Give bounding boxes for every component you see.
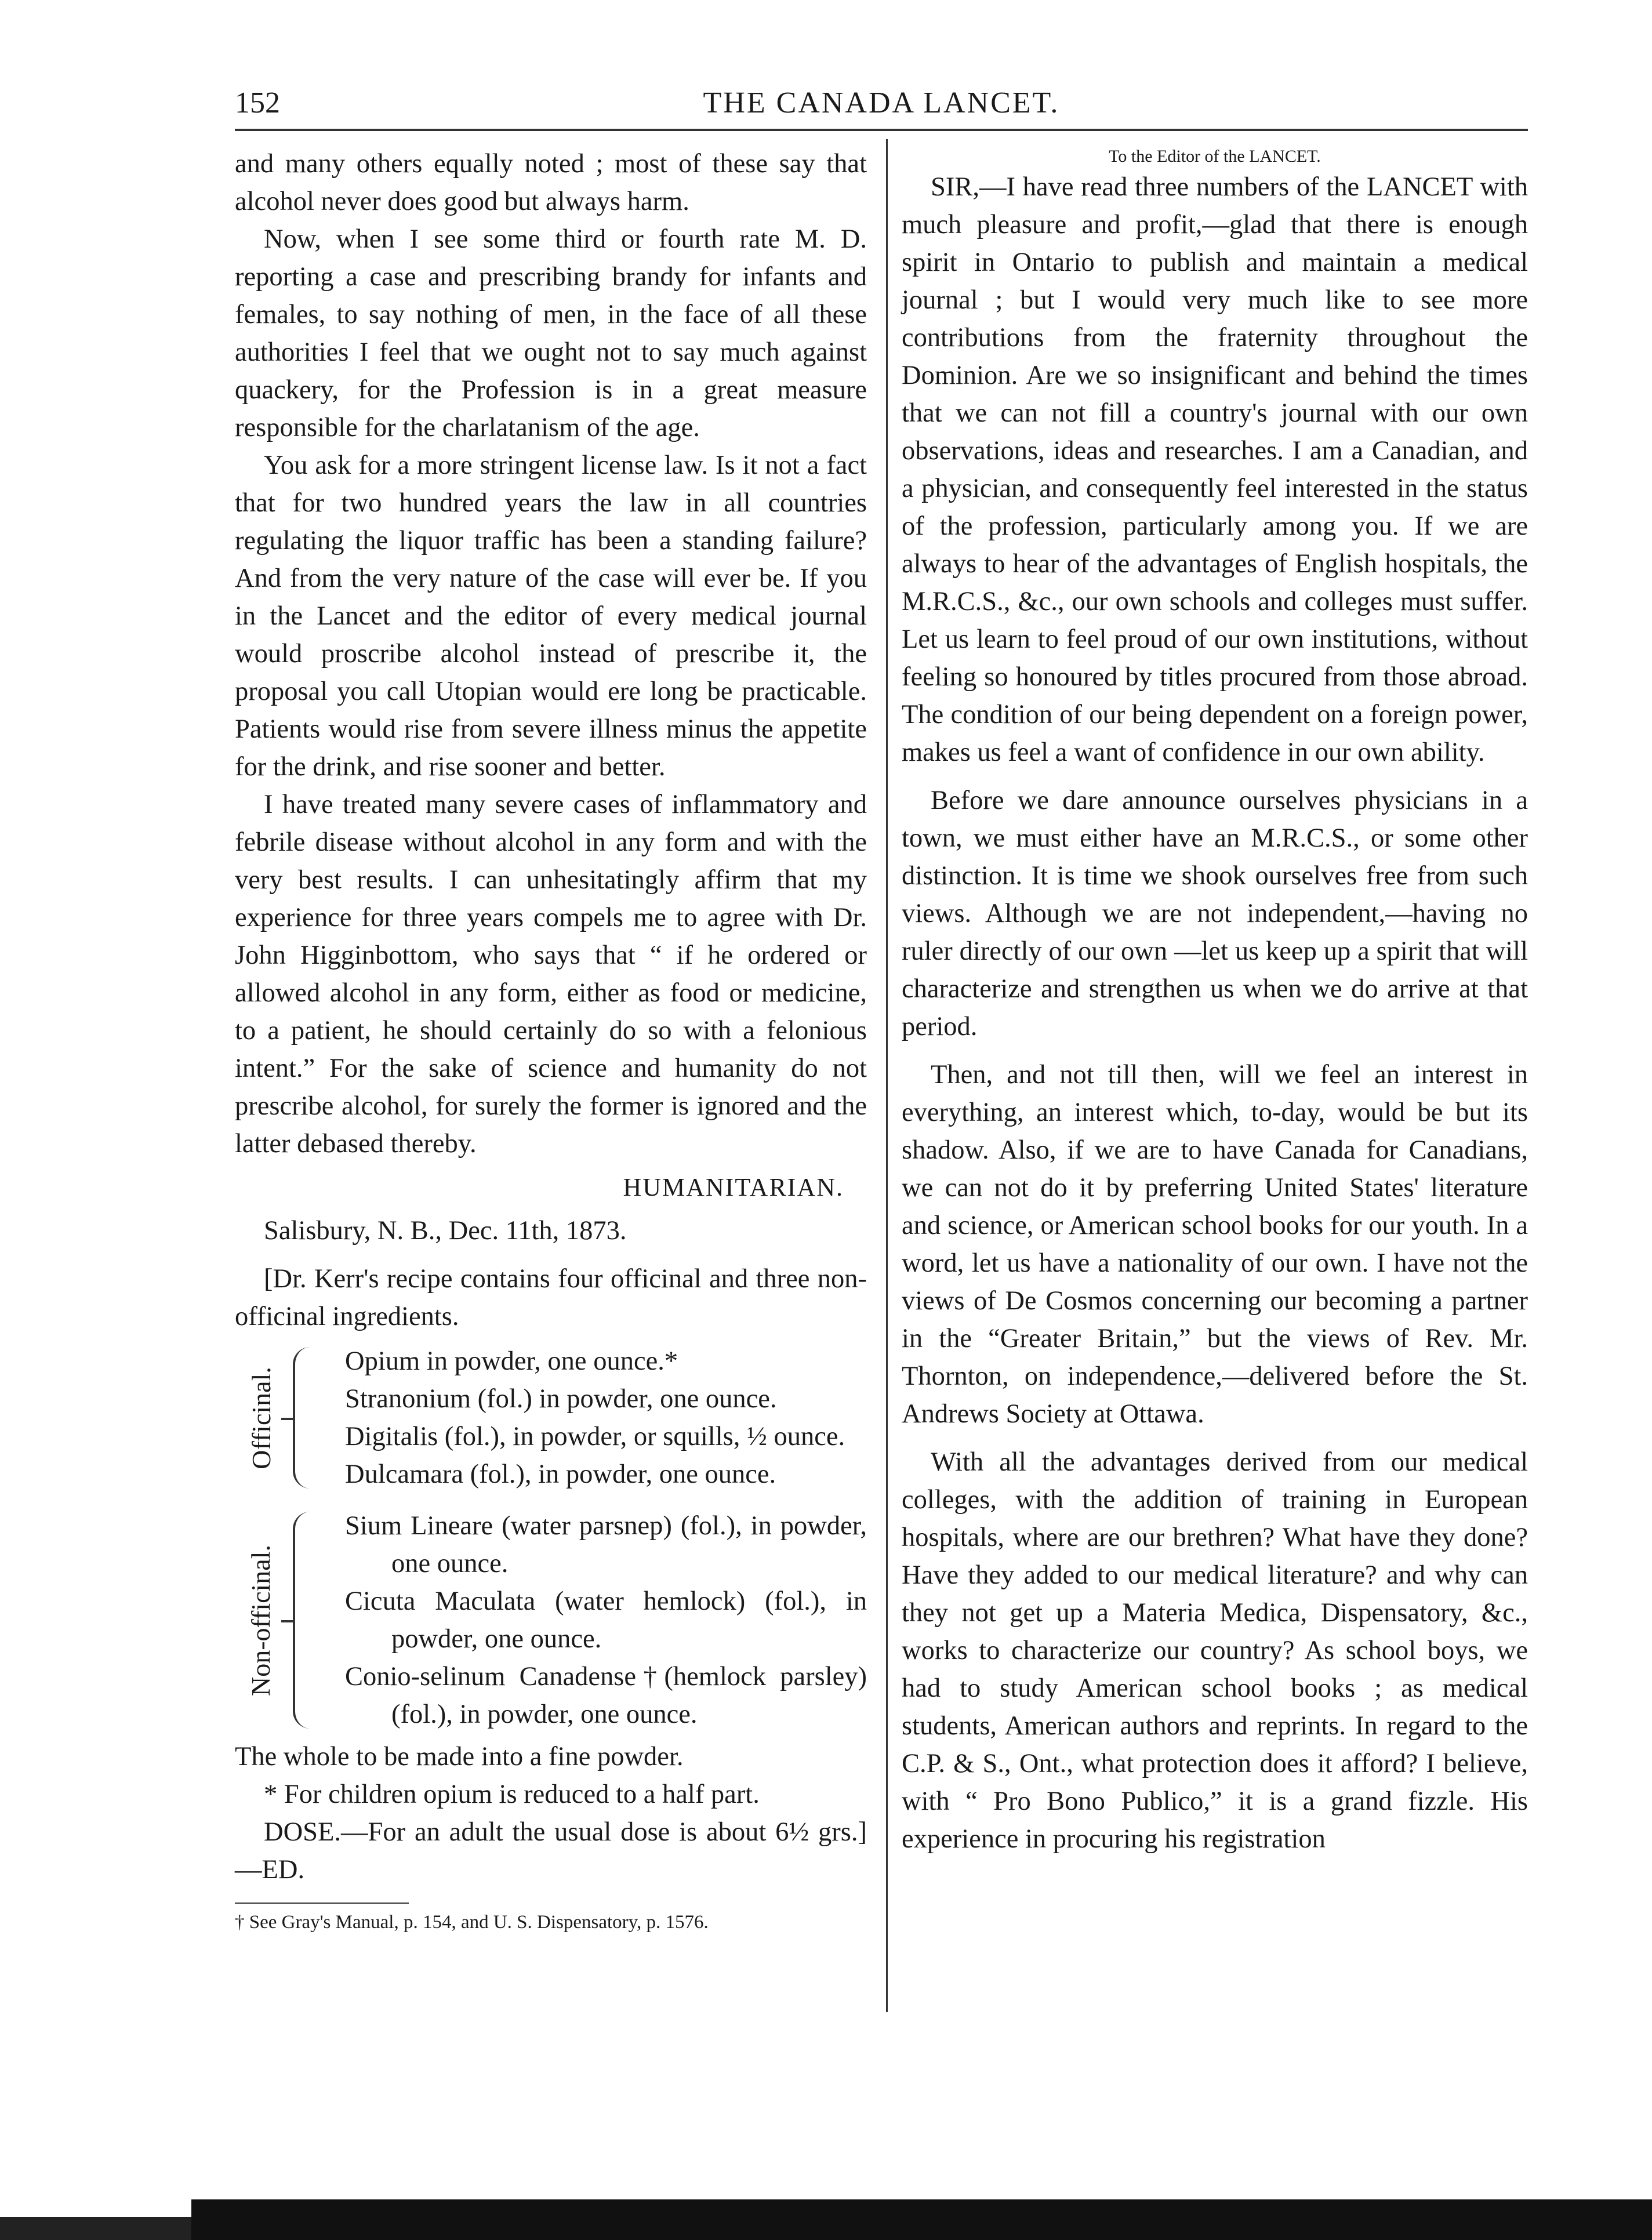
nonofficinal-label: Non-officinal. bbox=[246, 1544, 276, 1696]
brace bbox=[293, 1347, 318, 1489]
scan-band bbox=[191, 2199, 1652, 2240]
list-item: Cicuta Maculata (water hemlock) (fol.), in powder, one ounce. bbox=[345, 1586, 867, 1654]
paragraph: Now, when I see some third or fourth rate M. D. reporting a case and prescribing brandy for infants and females, to say nothing of men, in the face of all these authorities I feel that we ought not to say much against quackery, for the Profession is in a great measure responsible for the charlatanism of the age. bbox=[235, 224, 867, 442]
officinal-group bbox=[235, 1342, 867, 1493]
paragraph: Then, and not till then, will we feel an interest in everything, an interest which, to-day, would be but its shadow. Also, if we are to have Canada for Canadians, we can not do it by preferring United States' literature and science, or American school books for our youth. In a word, let us have a nationality of our own. I have not the views of De Cosmos concerning our becoming a partner in the “Greater Britain,” but the views of Rev. Mr. Thornton, on independence,—delivered before the St. Andrews Society at Ottawa. bbox=[902, 1060, 1528, 1429]
paragraph: Before we dare announce ourselves physicians in a town, we must either have an M.R.C.S., or some other distinction. It is time we shook ourselves free from such views. Although we are not independent,—having no ruler directly of our own —let us keep up a spirit that will characterize and strengthen us when we do arrive at that period. bbox=[902, 786, 1528, 1041]
list-item: Digitalis (fol.), in powder, or squills, ½ ounce. bbox=[345, 1422, 845, 1451]
right-column bbox=[902, 145, 1528, 1858]
paragraph: I have treated many severe cases of inflammatory and febrile disease without alcohol in any form and with the very best results. I can unhesitatingly affirm that my experience for three years compels me to agree with Dr. John Higginbottom, who says that “ if he ordered or allowed alcohol in any form, either as food or medicine, to a patient, he should certainly do so with a felonious intent.” For the sake of science and humanity do not prescribe alcohol, for surely the former is ignored and the latter debased thereby. bbox=[235, 790, 867, 1159]
paragraph: and many others equally noted ; most of these say that alcohol never does good but always harm. bbox=[235, 149, 867, 216]
list-item: Dulcamara (fol.), in powder, one ounce. bbox=[345, 1460, 776, 1489]
brace bbox=[293, 1512, 318, 1729]
paragraph: * For children opium is reduced to a half part. bbox=[264, 1780, 760, 1809]
paragraph: You ask for a more stringent license law. Is it not a fact that for two hundred years the law in all countries regulating the liquor traffic has been a standing failure? And from the very nature of the case will ever be. If you in the Lancet and the editor of every medical journal would proscribe alcohol instead of prescribe it, the proposal you call Utopian would ere long be practicable. Patients would rise from severe illness minus the appetite for the drink, and rise sooner and better. bbox=[235, 451, 867, 782]
list-item: Conio-selinum Canadense†(hemlock parsley) (fol.), in powder, one ounce. bbox=[345, 1662, 867, 1729]
signature: HUMANITARIAN. bbox=[623, 1173, 844, 1201]
column-divider bbox=[886, 139, 888, 2012]
list-item: Opium in powder, one ounce.* bbox=[345, 1346, 678, 1376]
editor-note: [Dr. Kerr's recipe contains four officinal and three non-officinal ingredients. bbox=[235, 1264, 867, 1331]
nonofficinal-group bbox=[235, 1507, 867, 1733]
list-item: Stranonium (fol.) in powder, one ounce. bbox=[345, 1384, 777, 1414]
page-header bbox=[235, 81, 1528, 128]
paragraph: With all the advantages derived from our medical colleges, with the addition of training in European hospitals, where are our brethren? What have they done? Have they added to our medical literature? and why can they not get up a Materia Medica, Dispensatory, &c., works to characterize our country? As school boys, we had to study American school books ; as medical students, American authors and reprints. In regard to the C.P. & S., Ont., what protection does it afford? I believe, with “ Pro Bono Publico,” it is a grand fizzle. His experience in procuring his registration bbox=[902, 1447, 1528, 1854]
left-column bbox=[235, 145, 867, 1935]
dateline: Salisbury, N. B., Dec. 11th, 1873. bbox=[264, 1216, 627, 1246]
scan-band bbox=[0, 2217, 191, 2240]
page-number: 152 bbox=[235, 86, 280, 119]
scan-edge bbox=[0, 2145, 1652, 2240]
paragraph: SIR,—I have read three numbers of the LANCET with much pleasure and profit,—glad that there is enough spirit in Ontario to publish and maintain a medical journal ; but I would very much like to see more contributions from the fraternity throughout the Dominion. Are we so insignificant and behind the times that we can not fill a country's journal with our own observations, ideas and researches. I am a Canadian, and a physician, and consequently feel interested in the status of the profession, particularly among you. If we are always to hear of the advantages of English hospitals, the M.R.C.S., &c., our own schools and colleges must suffer. Let us learn to feel proud of our own institutions, without feeling so honoured by titles procured from those abroad. The condition of our being dependent on a foreign power, makes us feel a want of confidence in our own ability. bbox=[902, 172, 1528, 767]
footnote-rule bbox=[235, 1903, 409, 1904]
letter-heading: To the Editor of the LANCET. bbox=[1109, 147, 1321, 166]
running-title: THE CANADA LANCET. bbox=[703, 86, 1060, 119]
paragraph: DOSE.—For an adult the usual dose is about 6½ grs.]—ED. bbox=[235, 1817, 867, 1885]
header-rule bbox=[235, 129, 1528, 131]
paragraph: The whole to be made into a fine powder. bbox=[235, 1742, 684, 1771]
list-item: Sium Lineare (water parsnep) (fol.), in powder, one ounce. bbox=[345, 1511, 867, 1578]
recipe-list bbox=[235, 1342, 867, 1733]
officinal-label: Officinal. bbox=[246, 1366, 276, 1469]
footnote: † See Gray's Manual, p. 154, and U. S. Dispensatory, p. 1576. bbox=[235, 1912, 709, 1933]
